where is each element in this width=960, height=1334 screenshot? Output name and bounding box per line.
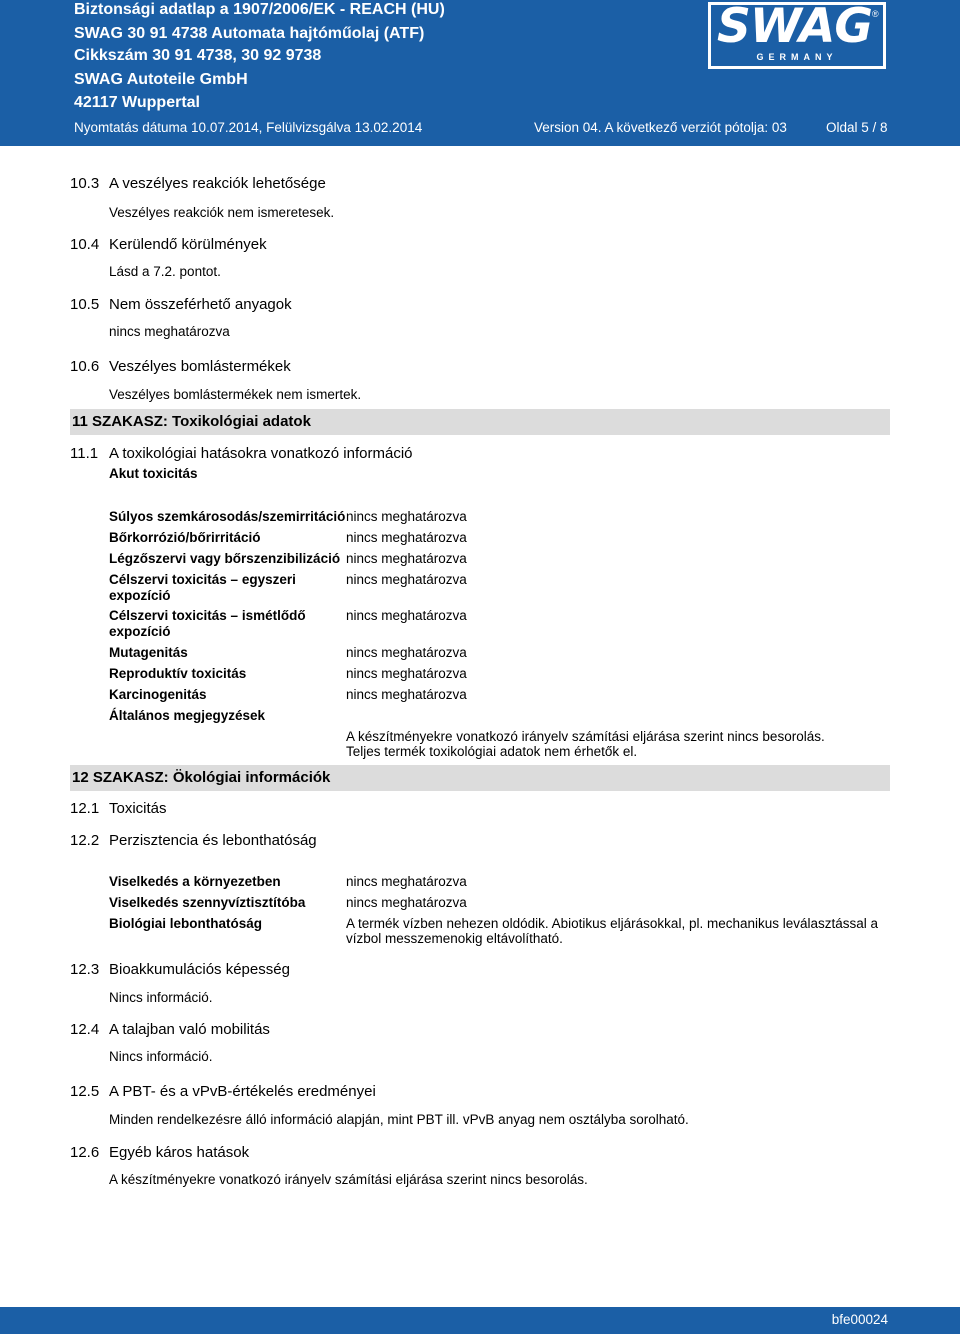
section-title: Kerülendő körülmények — [109, 236, 267, 253]
logo-wordmark: SWAG — [717, 5, 872, 54]
table-row-label: Bőrkorrózió/bőrirritáció — [109, 530, 261, 545]
section-number: 11.1 — [70, 445, 99, 462]
header-title: Biztonsági adatlap a 1907/2006/EK - REACH (HU) — [74, 1, 445, 18]
table-row-value: nincs meghatározva — [346, 530, 467, 545]
document-code: bfe00024 — [831, 1312, 888, 1327]
section-number: 12.2 — [70, 832, 100, 849]
section-title: A talajban való mobilitás — [109, 1021, 270, 1038]
table-row-value: nincs meghatározva — [346, 687, 467, 702]
version-info: Version 04. A következő verziót pótolja: 03 — [534, 120, 787, 135]
print-date: Nyomtatás dátuma 10.07.2014, Felülvizsgálva 13.02.2014 — [74, 120, 423, 135]
section-text: Veszélyes reakciók nem ismeretesek. — [109, 205, 335, 220]
section-title: Veszélyes bomlástermékek — [109, 358, 291, 375]
section-title: Toxicitás — [109, 800, 167, 817]
table-row-value: nincs meghatározva — [346, 509, 467, 524]
table-row-value: nincs meghatározva — [346, 572, 467, 587]
table-row-value-cont: vízbol messzemenokig eltávolítható. — [346, 931, 563, 946]
table-row-label: Karcinogenitás — [109, 687, 207, 702]
table-row-value: nincs meghatározva — [346, 645, 467, 660]
section-11-header — [70, 409, 890, 435]
section-title: Bioakkumulációs képesség — [109, 961, 290, 978]
table-row-label: Reproduktív toxicitás — [109, 666, 247, 681]
section-number: 10.5 — [70, 296, 100, 313]
header-article-number: Cikkszám 30 91 4738, 30 92 9738 — [74, 47, 322, 64]
table-row-label: Viselkedés a környezetben — [109, 874, 281, 889]
section-number: 10.4 — [70, 236, 100, 253]
table-row-value: A készítményekre vonatkozó irányelv számítási eljárása szerint nincs besorolás. — [346, 729, 825, 744]
table-row-value: nincs meghatározva — [346, 874, 467, 889]
swag-logo — [708, 2, 886, 69]
header-company: SWAG Autoteile GmbH — [74, 71, 248, 88]
section-bar-title: 12 SZAKASZ: Ökológiai információk — [72, 769, 331, 786]
page-number: Oldal 5 / 8 — [826, 120, 888, 135]
section-text: Minden rendelkezésre álló információ alapján, mint PBT ill. vPvB anyag nem osztályba sorolható. — [109, 1112, 689, 1127]
section-number: 12.3 — [70, 961, 100, 978]
table-row-value: A termék vízben nehezen oldódik. Abiotikus eljárásokkal, pl. mechanikus leválasztással a — [346, 916, 879, 931]
section-number: 12.4 — [70, 1021, 100, 1038]
section-bar-title: 11 SZAKASZ: Toxikológiai adatok — [72, 413, 311, 430]
section-text: Veszélyes bomlástermékek nem ismertek. — [109, 387, 362, 402]
header-city: 42117 Wuppertal — [74, 94, 200, 111]
section-number: 10.3 — [70, 175, 100, 192]
section-12-header — [70, 765, 890, 791]
section-text: nincs meghatározva — [109, 324, 230, 339]
table-row-value: nincs meghatározva — [346, 666, 467, 681]
document-header — [0, 0, 960, 146]
section-number: 12.1 — [70, 800, 100, 817]
section-number: 12.6 — [70, 1144, 100, 1161]
table-row-label: Súlyos szemkárosodás/szemirritáció — [109, 509, 346, 524]
table-row-label: Célszervi toxicitás – egyszeri — [109, 572, 296, 587]
table-row-label: Célszervi toxicitás – ismétlődő — [109, 608, 306, 623]
table-row-value-cont: Teljes termék toxikológiai adatok nem érhetők el. — [346, 744, 638, 759]
table-row-label: Általános megjegyzések — [109, 708, 266, 723]
header-product: SWAG 30 91 4738 Automata hajtóműolaj (ATF) — [74, 25, 425, 42]
subsection-title: Akut toxicitás — [109, 466, 198, 481]
table-row-value: nincs meghatározva — [346, 551, 467, 566]
table-row-label: Légzőszervi vagy bőrszenzibilizáció — [109, 551, 341, 566]
table-row-label-cont: expozíció — [109, 624, 171, 639]
section-title: Nem összeférhető anyagok — [109, 296, 292, 313]
table-row-value: nincs meghatározva — [346, 608, 467, 623]
logo-registered-mark: ® — [872, 9, 879, 19]
section-title: A PBT- és a vPvB-értékelés eredményei — [109, 1083, 376, 1100]
section-number: 12.5 — [70, 1083, 100, 1100]
table-row-value: nincs meghatározva — [346, 895, 467, 910]
section-text: Nincs információ. — [109, 990, 213, 1005]
table-row-label: Mutagenitás — [109, 645, 188, 660]
section-title: A veszélyes reakciók lehetősége — [109, 175, 326, 192]
section-title: Perzisztencia és lebonthatóság — [109, 832, 317, 849]
section-text: Lásd a 7.2. pontot. — [109, 264, 221, 279]
section-title: A toxikológiai hatásokra vonatkozó információ — [109, 445, 413, 462]
section-text: Nincs információ. — [109, 1049, 213, 1064]
document-footer — [0, 1307, 960, 1334]
section-number: 10.6 — [70, 358, 100, 375]
table-row-label: Viselkedés szennyvíztisztítóba — [109, 895, 306, 910]
section-title: Egyéb káros hatások — [109, 1144, 250, 1161]
section-text: A készítményekre vonatkozó irányelv számítási eljárása szerint nincs besorolás. — [109, 1172, 588, 1187]
table-row-label: Biológiai lebonthatóság — [109, 916, 263, 931]
table-row-label-cont: expozíció — [109, 588, 171, 603]
logo-subtitle: GERMANY — [756, 52, 838, 62]
